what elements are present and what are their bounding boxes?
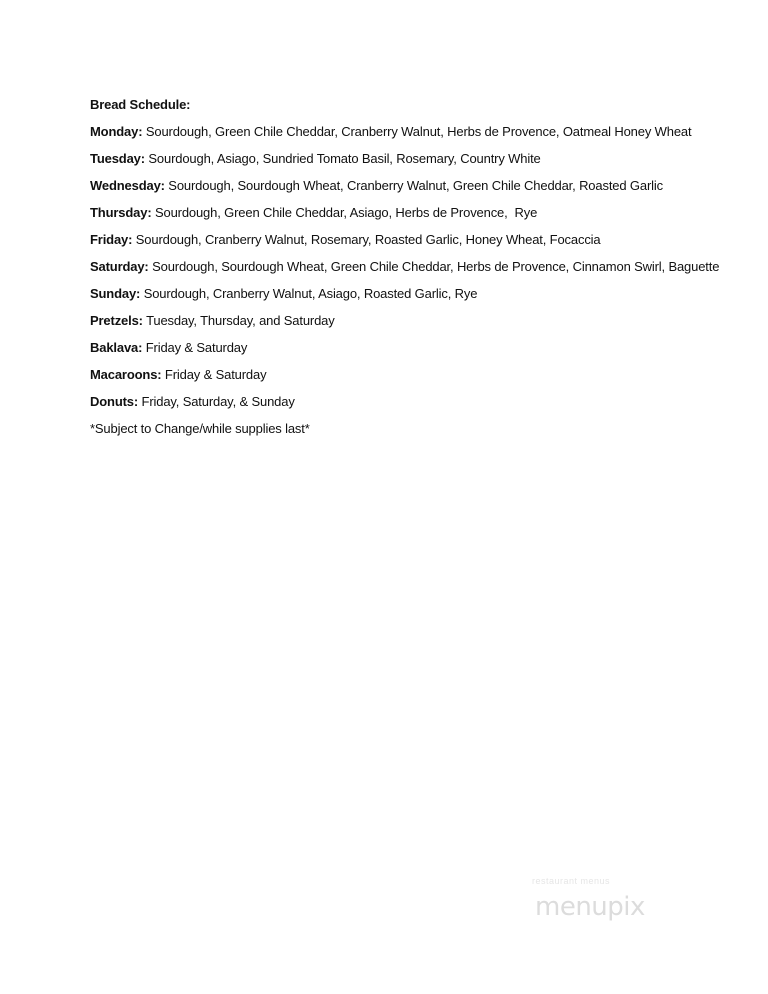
- day-label: Thursday:: [90, 205, 152, 220]
- schedule-row-tuesday: [90, 145, 730, 172]
- day-label: Sunday:: [90, 286, 141, 301]
- schedule-row-saturday: [90, 253, 730, 280]
- bread-list: Sourdough, Cranberry Walnut, Asiago, Roasted Garlic, Rye: [140, 286, 478, 301]
- day-label: Friday:: [90, 232, 133, 247]
- item-label: Macaroons:: [90, 367, 162, 382]
- menupix-logo: menupix: [535, 892, 645, 922]
- schedule-row-baklava: [90, 334, 730, 361]
- day-label: Monday:: [90, 124, 143, 139]
- schedule-row-sunday: [90, 280, 730, 307]
- schedule-row-pretzels: [90, 307, 730, 334]
- availability-days: Friday & Saturday: [142, 340, 248, 355]
- schedule-row-monday: [90, 118, 730, 145]
- bread-list: Sourdough, Sourdough Wheat, Cranberry Walnut, Green Chile Cheddar, Roasted Garlic: [164, 178, 663, 193]
- bread-list: Sourdough, Asiago, Sundried Tomato Basil, Rosemary, Country White: [144, 151, 541, 166]
- menupix-watermark: [532, 876, 692, 936]
- bread-list: Sourdough, Green Chile Cheddar, Asiago, Herbs de Provence, Rye: [151, 205, 538, 220]
- item-label: Baklava:: [90, 340, 143, 355]
- bread-schedule: [90, 91, 730, 442]
- watermark-tagline: restaurant menus: [532, 876, 611, 886]
- footnote: *Subject to Change/while supplies last*: [90, 421, 310, 436]
- availability-days: Tuesday, Thursday, and Saturday: [142, 313, 335, 328]
- schedule-row-friday: [90, 226, 730, 253]
- item-label: Donuts:: [90, 394, 139, 409]
- schedule-heading: Bread Schedule:: [90, 97, 191, 112]
- bread-list: Sourdough, Cranberry Walnut, Rosemary, Roasted Garlic, Honey Wheat, Focaccia: [132, 232, 601, 247]
- day-label: Saturday:: [90, 259, 149, 274]
- bread-list: Sourdough, Sourdough Wheat, Green Chile Cheddar, Herbs de Provence, Cinnamon Swirl, Baguette: [148, 259, 720, 274]
- item-label: Pretzels:: [90, 313, 143, 328]
- schedule-row-macaroons: [90, 361, 730, 388]
- availability-days: Friday, Saturday, & Sunday: [138, 394, 295, 409]
- availability-days: Friday & Saturday: [161, 367, 267, 382]
- schedule-row-donuts: [90, 388, 730, 415]
- day-label: Tuesday:: [90, 151, 145, 166]
- schedule-row-wednesday: [90, 172, 730, 199]
- schedule-row-thursday: [90, 199, 730, 226]
- day-label: Wednesday:: [90, 178, 165, 193]
- bread-list: Sourdough, Green Chile Cheddar, Cranberry Walnut, Herbs de Provence, Oatmeal Honey Wheat: [142, 124, 692, 139]
